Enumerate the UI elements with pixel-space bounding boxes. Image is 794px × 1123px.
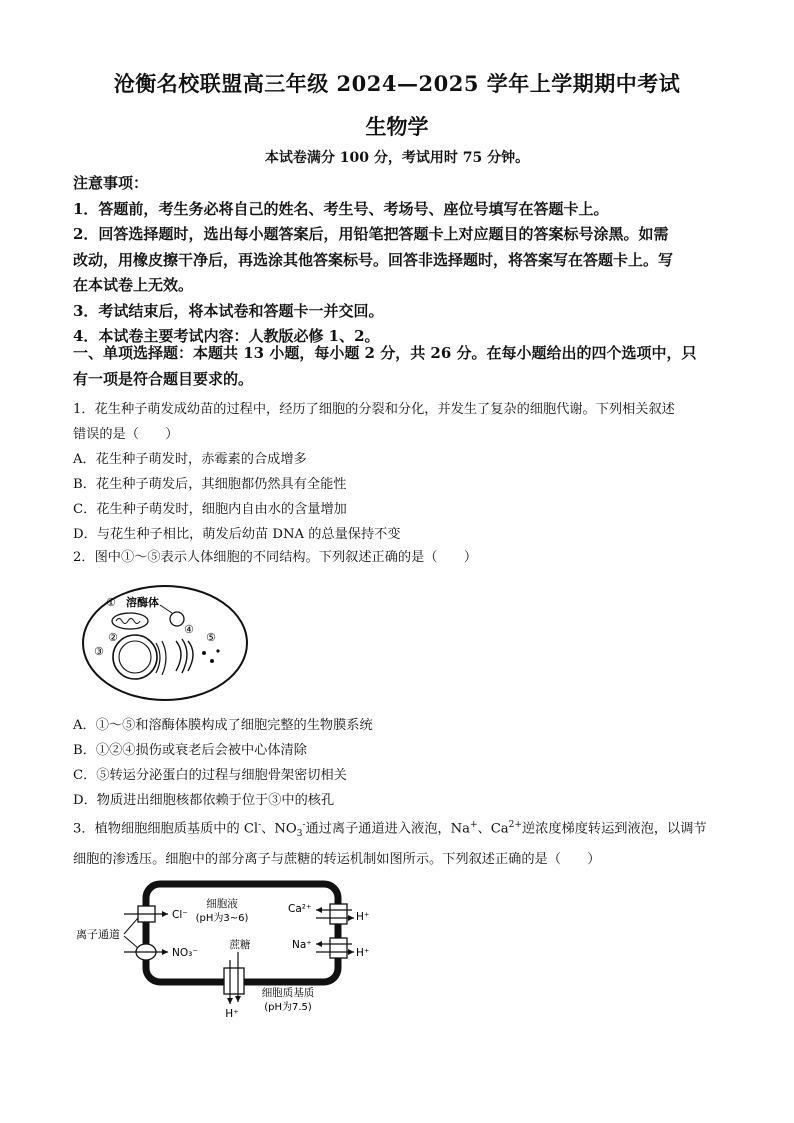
h1-arrow-head — [348, 915, 354, 921]
stem-part: 、NO — [261, 821, 297, 837]
channel-pointer — [124, 918, 138, 948]
h2-arrow-head — [348, 949, 354, 955]
ca-transporter — [330, 904, 347, 924]
notes-section — [73, 171, 723, 350]
option-a: A．花生种子萌发时，赤霉素的合成增多 — [73, 452, 307, 467]
question-stem — [73, 813, 723, 847]
no3-label: NO₃⁻ — [172, 947, 198, 959]
h3-arrow-head — [227, 998, 233, 1004]
option-c: C．花生种子萌发时，细胞内自由水的含量增加 — [73, 502, 347, 517]
label-lysosome: 溶酶体 — [126, 596, 159, 609]
h1-label: H⁺ — [356, 911, 370, 923]
question-stem: 1．花生种子萌发成幼苗的过程中，经历了细胞的分裂和分化，并发生了复杂的细胞代谢。下列相关叙述 — [73, 402, 675, 417]
note-line: 3．考试结束后，将本试卷和答题卡一并交回。 — [73, 301, 384, 320]
option-b: B．①②④损伤或衰老后会被中心体清除 — [73, 743, 307, 758]
h3-label: H⁺ — [225, 1008, 239, 1018]
question-stem: 细胞的渗透压。细胞中的部分离子与蔗糖的转运机制如图所示。下列叙述正确的是（ ） — [73, 852, 601, 868]
option-d: D．物质进出细胞核都依赖于位于③中的核孔 — [73, 793, 335, 808]
label-3: ③ — [94, 645, 104, 658]
section-heading — [73, 341, 723, 392]
notes-heading: 注意事项： — [73, 174, 149, 192]
stem-part: 3．植物细胞细胞质基质中的 Cl — [73, 821, 259, 837]
question-stem: 2．图中①～⑤表示人体细胞的不同结构。下列叙述正确的是（ ） — [73, 550, 478, 565]
cl-arrow-head — [162, 911, 168, 917]
note-line: 改动，用橡皮擦干净后，再选涂其他答案标号。回答非选择题时，将答案写在答题卡上。写 — [73, 250, 674, 269]
nucleus-outer — [113, 635, 157, 679]
golgi-apparatus — [176, 639, 193, 673]
question-2 — [73, 545, 723, 570]
stem-part: 通过离子通道进入液泡，Na — [305, 821, 470, 837]
label-5: ⑤ — [206, 631, 216, 644]
ca-arrow-head — [316, 907, 322, 913]
vesicle — [202, 651, 206, 655]
vesicle — [210, 659, 214, 663]
section-line: 有一项是符合题目要求的。 — [73, 369, 254, 388]
score-time-info: 本试卷满分 100 分，考试用时 75 分钟。 — [264, 150, 530, 166]
note-line: 在本试卷上无效。 — [73, 276, 194, 294]
sucrose-transporter — [224, 968, 244, 994]
question-2-options — [73, 713, 723, 813]
cytosol-ph: (pH为7.5) — [264, 1002, 312, 1013]
cl-label: Cl⁻ — [172, 909, 188, 921]
lysosome-shape — [170, 612, 184, 626]
stem-sup: - — [302, 820, 306, 830]
note-line: 4．本试卷主要考试内容：人教版必修 1、2。 — [73, 327, 380, 345]
section-line: 一、单项选择题：本题共 13 小题，每小题 2 分，共 26 分。在每小题给出的四个选项中，只 — [73, 344, 697, 362]
label-1: ① — [106, 596, 116, 609]
stem-sub: 3 — [296, 829, 303, 840]
sucrose-arrow-head — [235, 996, 241, 1002]
cytosol-label: 细胞质基质 — [261, 987, 315, 999]
stem-sup: 2+ — [508, 820, 522, 830]
na-arrow-head — [316, 941, 322, 947]
lysosome-pointer — [160, 605, 172, 613]
h2-label: H⁺ — [356, 947, 370, 959]
stem-sup: + — [469, 820, 478, 830]
exam-title: 沧衡名校联盟高三年级 2024—2025 学年上学期期中考试 — [113, 71, 681, 96]
note-line: 1．答题前，考生务必将自己的姓名、考生号、考场号、座位号填写在答题卡上。 — [73, 199, 609, 218]
no3-arrow-head — [162, 949, 168, 955]
question-3 — [73, 813, 723, 872]
note-line: 2．回答选择题时，选出每小题答案后，用铅笔把答题卡上对应题目的答案标号涂黑。如需 — [73, 225, 669, 243]
subject-title: 生物学 — [365, 114, 429, 139]
vacuole-membrane — [146, 884, 338, 982]
na-transporter — [330, 938, 347, 958]
question-1 — [73, 397, 723, 547]
question-stem: 错误的是（ ） — [73, 427, 179, 442]
label-4: ④ — [184, 623, 194, 636]
option-a: A．①～⑤和溶酶体膜构成了细胞完整的生物膜系统 — [73, 718, 373, 733]
stem-sup: - — [258, 820, 262, 830]
na-label: Na⁺ — [292, 939, 312, 951]
mitochondrion-shape — [112, 613, 148, 629]
option-d: D．与花生种子相比，萌发后幼苗 DNA 的总量保持不变 — [73, 527, 401, 542]
label-2: ② — [108, 631, 118, 644]
vesicle — [216, 649, 219, 652]
ion-channel-label: 离子通道 — [76, 928, 120, 941]
vacuole-ph: (pH为3~6) — [195, 913, 249, 924]
option-c: C．⑤转运分泌蛋白的过程与细胞骨架密切相关 — [73, 768, 347, 783]
nucleus-inner — [119, 641, 151, 673]
ca-label: Ca²⁺ — [288, 903, 312, 915]
stem-part: 、Ca — [477, 821, 509, 837]
option-b: B．花生种子萌发后，其细胞都仍然具有全能性 — [73, 477, 347, 492]
mitochondrion-cristae — [116, 619, 140, 624]
vacuole-label: 细胞液 — [206, 898, 238, 910]
cell-structure-figure — [80, 583, 250, 703]
stem-part: 逆浓度梯度转运到液泡，以调节 — [521, 821, 707, 837]
sucrose-label: 蔗糖 — [229, 939, 251, 951]
vacuole-transport-figure — [76, 876, 376, 1018]
